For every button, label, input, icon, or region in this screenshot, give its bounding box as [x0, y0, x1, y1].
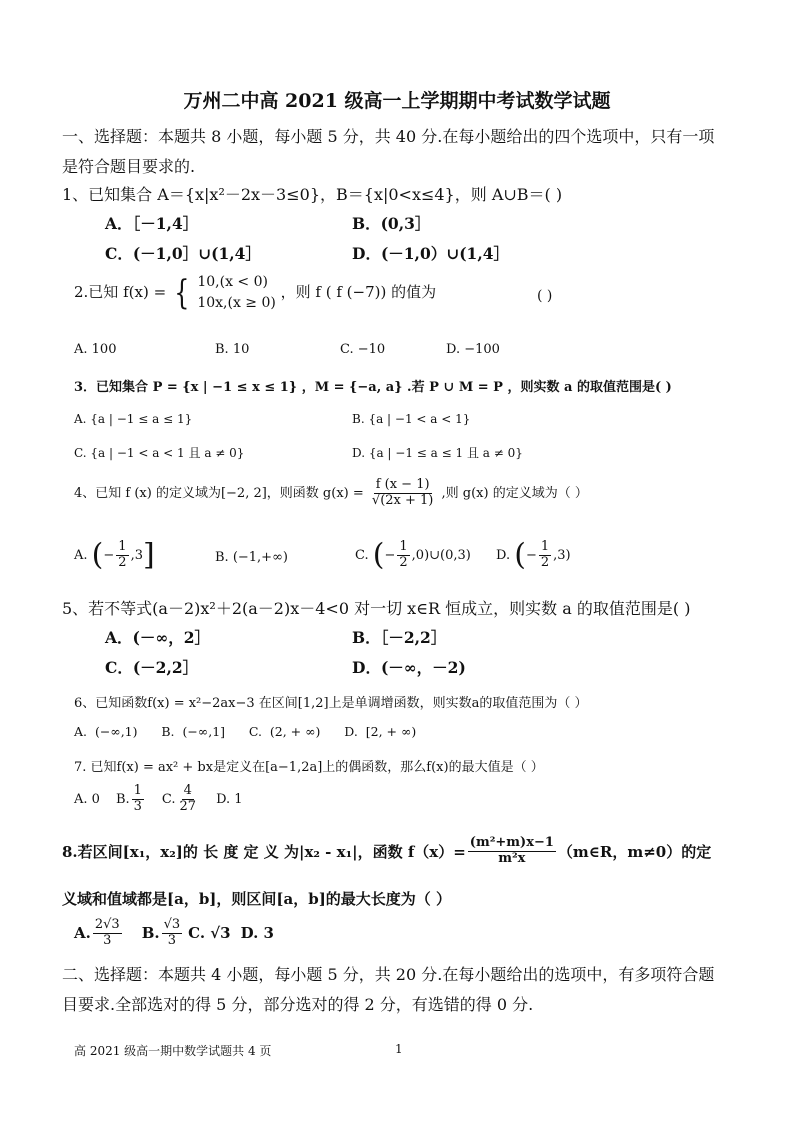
q4-option-a-fraction: $\frac{1}{2}$ [118, 539, 127, 570]
page-number: 1 [395, 1042, 403, 1056]
q2-answer-paren: ( ) [537, 288, 553, 304]
q1-stem: 1、已知集合 A＝{x|x²－2x－3≤0}，B＝{x|0<x≤4}，则 A∪B＝( ) [62, 185, 563, 204]
q8-option-a-label: A. [74, 924, 91, 943]
q1-option-c: C．(－1,0］∪(1,4］ [105, 244, 261, 263]
q3-option-d: D. {a | −1 ≤ a ≤ 1 且 a ≠ 0} [352, 446, 523, 460]
q2-case-1: 10,(x < 0) [197, 274, 268, 290]
q7-option-a: A. 0 [74, 791, 100, 807]
q4-option-c-label: C. [355, 547, 369, 563]
q2-case-2: 10x,(x ≥ 0) [197, 295, 276, 311]
q4-numerator: f (x − 1) [375, 477, 430, 492]
q3-stem: 3．已知集合 P = {x | −1 ≤ x ≤ 1} ，M = {−a, a} .若 P ∪ M = P ，则实数 a 的取值范围是( ) [74, 380, 672, 395]
q1-option-a: A．［－1,4］ [105, 214, 199, 233]
q5-option-c: C．(－2,2］ [105, 658, 199, 677]
q3-option-c: C. {a | −1 < a < 1 且 a ≠ 0} [74, 446, 245, 460]
q4-denominator: √(2x + 1) [371, 492, 434, 508]
q5-option-d: D．(－∞，－2) [352, 658, 466, 677]
q2-stem-prefix: 2.已知 f(x) = [74, 283, 167, 301]
q8-option-c: C. √3 [188, 924, 231, 943]
q2-piecewise [197, 272, 276, 314]
q7-option-c-label: C. [161, 791, 176, 807]
q5-option-b: B．［－2,2］ [352, 628, 447, 647]
q8-fraction [468, 836, 556, 867]
q1-option-d: D．(－1,0）∪(1,4］ [352, 244, 510, 263]
section1-instructions-line2: 是符合题目要求的. [62, 157, 196, 176]
q7-options [74, 784, 243, 815]
q8-options [74, 918, 274, 949]
q8-stem [62, 836, 711, 867]
q8-option-b-label: B. [141, 924, 160, 943]
q4-option-a-label: A. [74, 547, 88, 563]
q4-option-b: B. (−1,+∞) [215, 550, 288, 565]
q8-stem-suffix: （m∈R，m≠0）的定 [557, 842, 712, 861]
q4-option-d-fraction: $\frac{1}{2}$ [540, 539, 550, 570]
q2-option-b: B. 10 [215, 342, 250, 357]
q4-fraction [370, 478, 435, 509]
q4-stem [74, 478, 588, 509]
q2-option-a: A. 100 [74, 342, 117, 357]
section2-instructions-line1: 二、选择题：本题共 4 小题，每小题 5 分，共 20 分.在每小题给出的选项中，有多项符合题 [62, 965, 715, 984]
q7-option-b-fraction: $\frac{1}{3}$ [133, 783, 142, 814]
q3-option-b: B. {a | −1 < a < 1} [352, 412, 471, 426]
q4-option-d: D. (− $\frac{1}{2}$ ,3) [496, 537, 571, 573]
q8-stem-prefix: 8.若区间[x₁，x₂]的 长 度 定 义 为|x₂ - x₁|，函数 f（x）= [62, 842, 466, 861]
q4-option-c-fraction: $\frac{1}{2}$ [399, 539, 408, 570]
q2-stem-suffix: ，则 f ( f (−7)) 的值为 [280, 283, 437, 301]
q8-stem-line2: 义域和值域都是[a，b]，则区间[a，b]的最大长度为（ ） [62, 890, 452, 908]
q2-stem [74, 272, 436, 314]
q5-option-a: A．(－∞，2］ [105, 628, 211, 647]
q4-stem-suffix: ,则 g(x) 的定义域为（ ） [441, 485, 588, 501]
q8-option-a-fraction: $\frac{2√3}{3}$ [94, 917, 120, 948]
q7-option-c-fraction: $\frac{4}{27}$ [179, 783, 197, 814]
q2-option-d: D. −100 [446, 342, 500, 357]
q4-option-a: A. (− $\frac{1}{2}$ ,3] [74, 537, 155, 573]
q8-option-d: D. 3 [240, 924, 274, 943]
q7-option-b-label: B. [115, 791, 130, 807]
section2-instructions-line2: 目要求.全部选对的得 5 分，部分选对的得 2 分，有选错的得 0 分. [62, 995, 534, 1014]
q3-option-a: A. {a | −1 ≤ a ≤ 1} [74, 412, 193, 426]
q6-options: A. (−∞,1) B. (−∞,1] C. (2, + ∞) D. [2, + ∞) [74, 724, 417, 739]
page-title: 万州二中高 2021 级高一上学期期中考试数学试题 [183, 90, 611, 112]
q8-option-b-fraction: $\frac{√3}{3}$ [163, 917, 181, 948]
q4-option-c: C. (− $\frac{1}{2}$ ,0)∪(0,3) [355, 537, 471, 573]
q4-stem-prefix: 4、已知 f (x) 的定义域为[−2, 2]，则函数 g(x) = [74, 485, 364, 501]
footer-text: 高 2021 级高一期中数学试题共 4 页 [74, 1044, 272, 1058]
q8-denominator: m²x [498, 850, 526, 866]
q4-option-d-label: D. [496, 547, 511, 563]
q2-option-c: C. −10 [340, 342, 386, 357]
q5-stem: 5、若不等式(a－2)x²＋2(a－2)x－4<0 对一切 x∈R 恒成立，则实数 a 的取值范围是( ) [62, 599, 691, 618]
q6-stem: 6、已知函数f(x) = x²−2ax−3 在区间[1,2]上是单调增函数，则实数a的取值范围为（ ） [74, 696, 588, 711]
section1-instructions-line1: 一、选择题：本题共 8 小题，每小题 5 分，共 40 分.在每小题给出的四个选项中，只有一项 [62, 127, 715, 146]
q1-option-b: B．(0,3］ [352, 214, 431, 233]
q8-numerator: (m²+m)x−1 [469, 835, 554, 850]
q7-option-d: D. 1 [216, 791, 243, 807]
brace-icon: { [174, 273, 190, 313]
q7-stem: 7. 已知f(x) = ax² + bx是定义在[a−1,2a]上的偶函数，那么f(x)的最大值是（ ） [74, 760, 544, 775]
